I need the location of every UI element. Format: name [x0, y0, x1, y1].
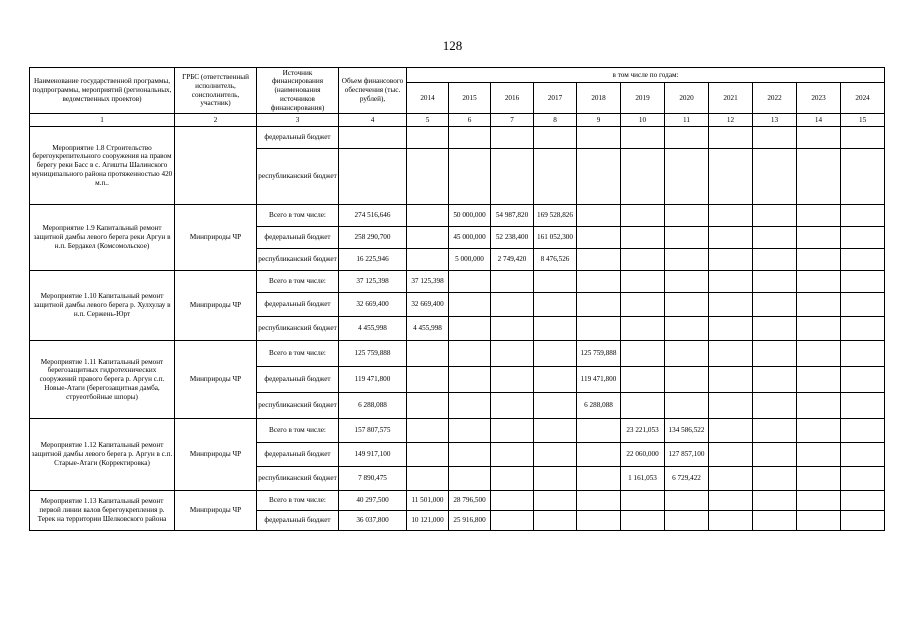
year-value: [709, 491, 753, 511]
year-value: [709, 443, 753, 467]
funding-total: 40 297,500: [339, 491, 407, 511]
column-number: 4: [339, 114, 407, 127]
financing-table: [29, 67, 885, 531]
year-value: [753, 293, 797, 317]
year-value: [491, 491, 534, 511]
year-value: [841, 249, 885, 271]
column-number: 5: [407, 114, 449, 127]
year-value: [577, 511, 621, 531]
year-value: [534, 149, 577, 205]
measure-name: Мероприятие 1.10 Капитальный ремонт защитной дамбы левого берега р. Хулхулау в н.п. Сержень-Юрт: [30, 271, 175, 341]
year-value: [534, 393, 577, 419]
year-value: [797, 293, 841, 317]
year-value: [621, 205, 665, 227]
measure-grbs: Минприроды ЧР: [175, 491, 257, 531]
funding-total: 16 225,946: [339, 249, 407, 271]
measure-name: Мероприятие 1.11 Капитальный ремонт берегозащитных гидротехнических сооружений правого берега р. Аргун с.п. Новые-Атаги (берегозащитная дамба, струеотбойные шпоры): [30, 341, 175, 419]
year-value: [621, 393, 665, 419]
year-value: [491, 341, 534, 367]
year-value: [534, 341, 577, 367]
funding-total: 4 455,998: [339, 317, 407, 341]
year-value: [753, 419, 797, 443]
funding-total: 258 290,700: [339, 227, 407, 249]
year-value: 125 759,888: [577, 341, 621, 367]
year-value: [449, 271, 491, 293]
measure-grbs: Минприроды ЧР: [175, 419, 257, 491]
year-value: [534, 467, 577, 491]
funding-total: 157 807,575: [339, 419, 407, 443]
year-value: [841, 149, 885, 205]
year-value: [709, 271, 753, 293]
year-value: [621, 227, 665, 249]
year-value: [665, 205, 709, 227]
year-value: [449, 149, 491, 205]
year-value: [665, 317, 709, 341]
column-number: 2: [175, 114, 257, 127]
table-row: [30, 205, 885, 227]
year-value: [665, 149, 709, 205]
year-value: [841, 419, 885, 443]
column-number: 10: [621, 114, 665, 127]
year-value: [407, 249, 449, 271]
year-value: 37 125,398: [407, 271, 449, 293]
year-value: [621, 149, 665, 205]
year-value: [753, 271, 797, 293]
year-value: 45 000,000: [449, 227, 491, 249]
year-value: [407, 367, 449, 393]
funding-source: федеральный бюджет: [257, 227, 339, 249]
table-row: [30, 491, 885, 511]
year-value: [709, 367, 753, 393]
year-value: [577, 149, 621, 205]
funding-total: 6 288,088: [339, 393, 407, 419]
measure-name: Мероприятие 1.8 Строительство берегоукрепительного сооружения на правом берегу реки Басс в с. Агишты Шалинского муниципального района протяженностью 420 м.п..: [30, 127, 175, 205]
year-value: [709, 205, 753, 227]
year-value: [621, 511, 665, 531]
column-number: 15: [841, 114, 885, 127]
year-value: [621, 249, 665, 271]
header-year: 2019: [621, 83, 665, 114]
year-value: [665, 249, 709, 271]
column-number: 14: [797, 114, 841, 127]
header-grbs: ГРБС (ответственный исполнитель, соисполнитель, участник): [175, 68, 257, 114]
year-value: [797, 367, 841, 393]
year-value: 119 471,800: [577, 367, 621, 393]
funding-source: федеральный бюджет: [257, 127, 339, 149]
year-value: [665, 511, 709, 531]
year-value: [753, 443, 797, 467]
year-value: [841, 467, 885, 491]
funding-total: 274 516,646: [339, 205, 407, 227]
year-value: [841, 293, 885, 317]
year-value: [797, 341, 841, 367]
year-value: 127 857,100: [665, 443, 709, 467]
year-value: [534, 293, 577, 317]
column-number: 7: [491, 114, 534, 127]
year-value: [709, 511, 753, 531]
funding-source: Всего в том числе:: [257, 205, 339, 227]
year-value: [491, 271, 534, 293]
year-value: [534, 511, 577, 531]
page-number: 128: [442, 38, 463, 53]
year-value: [709, 293, 753, 317]
measure-grbs: Минприроды ЧР: [175, 341, 257, 419]
funding-total: 7 890,475: [339, 467, 407, 491]
header-year: 2021: [709, 83, 753, 114]
year-value: [841, 491, 885, 511]
funding-source: Всего в том числе:: [257, 271, 339, 293]
year-value: [841, 127, 885, 149]
year-value: [841, 511, 885, 531]
year-value: [491, 317, 534, 341]
year-value: [753, 491, 797, 511]
year-value: [491, 467, 534, 491]
year-value: 134 586,522: [665, 419, 709, 443]
year-value: [753, 367, 797, 393]
year-value: [534, 271, 577, 293]
year-value: [491, 367, 534, 393]
year-value: [577, 293, 621, 317]
year-value: 28 796,500: [449, 491, 491, 511]
funding-source: федеральный бюджет: [257, 367, 339, 393]
year-value: 2 749,420: [491, 249, 534, 271]
year-value: [797, 127, 841, 149]
year-value: [621, 367, 665, 393]
year-value: [491, 293, 534, 317]
year-value: [841, 227, 885, 249]
year-value: [709, 227, 753, 249]
year-value: 22 060,000: [621, 443, 665, 467]
year-value: [797, 419, 841, 443]
year-value: [797, 271, 841, 293]
year-value: [407, 341, 449, 367]
funding-source: федеральный бюджет: [257, 293, 339, 317]
year-value: [709, 467, 753, 491]
year-value: [753, 205, 797, 227]
year-value: [665, 393, 709, 419]
funding-total: 125 759,888: [339, 341, 407, 367]
year-value: [709, 127, 753, 149]
year-value: 54 987,820: [491, 205, 534, 227]
funding-source: федеральный бюджет: [257, 443, 339, 467]
year-value: [534, 491, 577, 511]
column-number: 3: [257, 114, 339, 127]
measure-grbs: Минприроды ЧР: [175, 205, 257, 271]
column-number: 12: [709, 114, 753, 127]
year-value: [797, 491, 841, 511]
year-value: [449, 317, 491, 341]
year-value: 5 000,000: [449, 249, 491, 271]
year-value: [753, 393, 797, 419]
year-value: [491, 127, 534, 149]
year-value: [577, 249, 621, 271]
funding-source: Всего в том числе:: [257, 419, 339, 443]
funding-source: федеральный бюджет: [257, 511, 339, 531]
column-number: 13: [753, 114, 797, 127]
year-value: [407, 227, 449, 249]
year-value: [841, 317, 885, 341]
year-value: 6 288,088: [577, 393, 621, 419]
table-row: [30, 419, 885, 443]
year-value: [841, 341, 885, 367]
year-value: 11 501,000: [407, 491, 449, 511]
column-number: 6: [449, 114, 491, 127]
year-value: [577, 227, 621, 249]
year-value: [577, 127, 621, 149]
year-value: [449, 443, 491, 467]
header-by-years: в том числе по годам:: [407, 68, 885, 83]
year-value: [709, 317, 753, 341]
year-value: [621, 293, 665, 317]
year-value: [407, 443, 449, 467]
year-value: [753, 511, 797, 531]
year-value: [449, 293, 491, 317]
year-value: [577, 271, 621, 293]
table-row: [30, 341, 885, 367]
measure-name: Мероприятие 1.12 Капитальный ремонт защитной дамбы левого берега р. Аргун в с.п. Старые-Атаги (Корректировка): [30, 419, 175, 491]
measure-name: Мероприятие 1.13 Капитальный ремонт первой линии валов берегоукрепления р. Терек на территории Шелковского района: [30, 491, 175, 531]
header-year: 2022: [753, 83, 797, 114]
year-value: [449, 393, 491, 419]
year-value: [797, 443, 841, 467]
year-value: [491, 443, 534, 467]
year-value: [621, 127, 665, 149]
year-value: [709, 341, 753, 367]
year-value: [534, 419, 577, 443]
year-value: [491, 511, 534, 531]
year-value: [709, 149, 753, 205]
year-value: [665, 491, 709, 511]
header-year: 2014: [407, 83, 449, 114]
year-value: [753, 341, 797, 367]
year-value: [709, 393, 753, 419]
year-value: [449, 367, 491, 393]
funding-source: республиканский бюджет: [257, 149, 339, 205]
year-value: 169 528,826: [534, 205, 577, 227]
year-value: [797, 205, 841, 227]
year-value: [577, 205, 621, 227]
year-value: [709, 249, 753, 271]
header-year: 2015: [449, 83, 491, 114]
measure-name: Мероприятие 1.9 Капитальный ремонт защитной дамбы левого берега реки Аргун в н.п. Бердакел (Комсомольское): [30, 205, 175, 271]
year-value: [841, 367, 885, 393]
year-value: [621, 271, 665, 293]
funding-total: 149 917,100: [339, 443, 407, 467]
year-value: [753, 227, 797, 249]
year-value: [841, 271, 885, 293]
year-value: [841, 205, 885, 227]
year-value: [449, 127, 491, 149]
year-value: [753, 127, 797, 149]
year-value: [534, 443, 577, 467]
year-value: [407, 127, 449, 149]
header-year: 2017: [534, 83, 577, 114]
year-value: [577, 491, 621, 511]
funding-total: [339, 149, 407, 205]
funding-source: республиканский бюджет: [257, 467, 339, 491]
measure-grbs: Минприроды ЧР: [175, 271, 257, 341]
year-value: [621, 341, 665, 367]
funding-source: республиканский бюджет: [257, 393, 339, 419]
year-value: [621, 491, 665, 511]
year-value: [797, 511, 841, 531]
year-value: [753, 149, 797, 205]
year-value: [841, 393, 885, 419]
year-value: 50 000,000: [449, 205, 491, 227]
header-year: 2020: [665, 83, 709, 114]
measure-grbs: [175, 127, 257, 205]
year-value: [665, 367, 709, 393]
header-year: 2024: [841, 83, 885, 114]
table-row: [30, 271, 885, 293]
header-source: Источник финансирования (наименования источников финансирования): [257, 68, 339, 114]
year-value: 1 161,053: [621, 467, 665, 491]
year-value: 4 455,998: [407, 317, 449, 341]
column-number: 1: [30, 114, 175, 127]
year-value: 52 238,400: [491, 227, 534, 249]
year-value: [665, 293, 709, 317]
year-value: [665, 127, 709, 149]
year-value: [621, 317, 665, 341]
year-value: 23 221,053: [621, 419, 665, 443]
header-year: 2018: [577, 83, 621, 114]
year-value: [577, 317, 621, 341]
funding-source: республиканский бюджет: [257, 317, 339, 341]
header-year: 2016: [491, 83, 534, 114]
header-name: Наименование государственной программы, подпрограммы, мероприятий (региональных, ведомственных проектов): [30, 68, 175, 114]
year-value: [534, 317, 577, 341]
funding-total: 119 471,800: [339, 367, 407, 393]
column-number: 11: [665, 114, 709, 127]
funding-source: Всего в том числе:: [257, 491, 339, 511]
year-value: [665, 341, 709, 367]
header-volume: Объем финансового обеспечения (тыс. рублей),: [339, 68, 407, 114]
year-value: [449, 467, 491, 491]
column-number: 9: [577, 114, 621, 127]
year-value: [491, 393, 534, 419]
year-value: [577, 443, 621, 467]
year-value: [665, 227, 709, 249]
year-value: 161 052,300: [534, 227, 577, 249]
funding-source: республиканский бюджет: [257, 249, 339, 271]
year-value: 6 729,422: [665, 467, 709, 491]
year-value: [709, 419, 753, 443]
year-value: 8 476,526: [534, 249, 577, 271]
year-value: [797, 227, 841, 249]
year-value: [577, 419, 621, 443]
column-number: 8: [534, 114, 577, 127]
funding-source: Всего в том числе:: [257, 341, 339, 367]
funding-total: 37 125,398: [339, 271, 407, 293]
header-year: 2023: [797, 83, 841, 114]
year-value: [797, 467, 841, 491]
year-value: [449, 341, 491, 367]
year-value: [407, 149, 449, 205]
year-value: [797, 149, 841, 205]
year-value: [491, 149, 534, 205]
year-value: [534, 127, 577, 149]
year-value: [407, 467, 449, 491]
year-value: 25 916,800: [449, 511, 491, 531]
year-value: [577, 467, 621, 491]
year-value: [534, 367, 577, 393]
year-value: [407, 419, 449, 443]
year-value: [797, 249, 841, 271]
year-value: [797, 393, 841, 419]
year-value: [491, 419, 534, 443]
table-row: [30, 127, 885, 149]
funding-total: 36 037,800: [339, 511, 407, 531]
funding-total: [339, 127, 407, 149]
year-value: 10 121,000: [407, 511, 449, 531]
funding-total: 32 669,400: [339, 293, 407, 317]
year-value: [665, 271, 709, 293]
year-value: [797, 317, 841, 341]
year-value: [407, 393, 449, 419]
year-value: [753, 317, 797, 341]
year-value: [753, 249, 797, 271]
year-value: [449, 419, 491, 443]
year-value: [841, 443, 885, 467]
year-value: 32 669,400: [407, 293, 449, 317]
year-value: [407, 205, 449, 227]
year-value: [753, 467, 797, 491]
